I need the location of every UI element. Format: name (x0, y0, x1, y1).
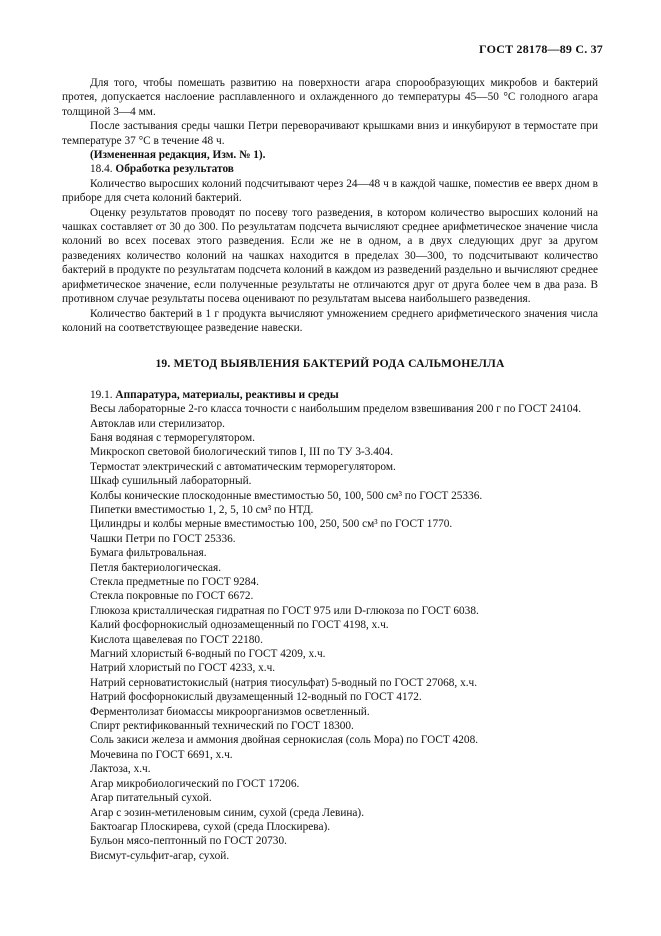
list-item: Стекла покровные по ГОСТ 6672. (90, 590, 254, 603)
list-item: Ферментолизат биомассы микроорганизмов осветленный. (90, 705, 370, 718)
list-item: Натрий серноватистокислый (натрия тиосульфат) 5-водный по ГОСТ 27068, х.ч. (90, 676, 478, 689)
list-item: Бульон мясо-пептонный по ГОСТ 20730. (90, 835, 287, 848)
list-item: Висмут-сульфит-агар, сухой. (90, 849, 230, 862)
list-item: Агар микробиологический по ГОСТ 17206. (90, 777, 300, 790)
subsection-heading-18-4 (62, 162, 598, 176)
list-item: Автоклав или стерилизатор. (90, 417, 225, 430)
list-item: Натрий хлористый по ГОСТ 4233, х.ч. (90, 662, 276, 675)
list-item: Стекла предметные по ГОСТ 9284. (90, 576, 259, 588)
page-content (62, 76, 598, 863)
list-item: Весы лабораторные 2-го класса точности с наибольшим пределом взвешивания 200 г по ГОСТ 24104. (90, 403, 582, 416)
edition-note: (Измененная редакция, Изм. № 1). (90, 149, 266, 162)
paragraph: После застывания среды чашки Петри переворачивают крышками вниз и инкубируют в термостате при температуре 37 °С в течение 48 ч. (62, 120, 598, 147)
subsection-number: 19.1. (90, 388, 113, 401)
list-item: Спирт ректификованный технический по ГОСТ 18300. (90, 720, 354, 733)
list-item: Кислота щавелевая по ГОСТ 22180. (90, 633, 263, 646)
paragraph: Для того, чтобы помешать развитию на поверхности агара спорообразующих микробов и бактерий протея, допускается наслоение расплавленного и охлажденного до температуры 45—50 °С голодного агара толщиной 3—4 мм. (62, 77, 598, 118)
list-item: Микроскоп световой биологический типов I, III по ТУ 3-3.404. (90, 446, 394, 459)
list-item: Петля бактериологическая. (90, 561, 222, 574)
subsection-heading-19-1 (62, 388, 598, 402)
list-item: Баня водяная с терморегулятором. (90, 431, 256, 444)
list-item: Пипетки вместимостью 1, 2, 5, 10 см³ по НТД. (90, 503, 314, 516)
list-item: Колбы конические плоскодонные вместимостью 50, 100, 500 см³ по ГОСТ 25336. (90, 489, 483, 502)
list-item: Шкаф сушильный лабораторный. (90, 475, 252, 488)
list-item: Цилиндры и колбы мерные вместимостью 100, 250, 500 см³ по ГОСТ 1770. (90, 518, 453, 531)
list-item: Мочевина по ГОСТ 6691, х.ч. (90, 748, 233, 761)
list-item: Агар питательный сухой. (90, 792, 212, 805)
list-item: Глюкоза кристаллическая гидратная по ГОСТ 975 или D-глюкоза по ГОСТ 6038. (90, 604, 479, 617)
list-item: Калий фосфорнокислый однозамещенный по ГОСТ 4198, х.ч. (90, 619, 389, 632)
equipment-list (62, 402, 598, 863)
subsection-number: 18.4. (90, 163, 113, 176)
subsection-title: Аппаратура, материалы, реактивы и среды (115, 388, 339, 401)
list-item: Бактоагар Плоскирева, сухой (среда Плоскирева). (90, 820, 331, 833)
list-item: Соль закиси железа и аммония двойная сернокислая (соль Мора) по ГОСТ 4208. (90, 734, 479, 747)
paragraph: Количество выросших колоний подсчитывают через 24—48 ч в каждой чашке, поместив ее вверх дном в приборе для счета колоний бактерий. (62, 177, 598, 205)
section-title: 19. МЕТОД ВЫЯВЛЕНИЯ БАКТЕРИЙ РОДА САЛЬМОНЕЛЛА (155, 357, 505, 371)
list-item: Термостат электрический с автоматическим терморегулятором. (90, 460, 396, 473)
subsection-title: Обработка результатов (115, 163, 234, 176)
paragraph: Оценку результатов проводят по посеву того разведения, в котором количество выросших колоний на чашках составляет от 30 до 300. По результатам подсчета вычисляют среднее арифметическое значение числа колоний во всех посевах этого разведения. Если же не в одном, а в двух следующих друг за другом разведениях количество колоний на чашках находится в пределах 30—300, то подсчитывают количество бактерий в продукте по результатам подсчета колоний в каждом из разведений раздельно и вычисляют среднее арифметическое значение, если полученные результаты не отличаются друг от друга более чем в два раза. В противном случае результаты посева оценивают по результатам высева наибольшего разведения. (62, 206, 598, 306)
list-item: Лактоза, х.ч. (90, 763, 151, 776)
list-item: Чашки Петри по ГОСТ 25336. (90, 532, 236, 545)
page-header: ГОСТ 28178—89 С. 37 (479, 42, 603, 56)
list-item: Агар с эозин-метиленовым синим, сухой (среда Левина). (90, 806, 365, 819)
paragraph: Количество бактерий в 1 г продукта вычисляют умножением среднего арифметического значения числа колоний на соответствующее разведение навески. (62, 307, 598, 334)
list-item: Натрий фосфорнокислый двузамещенный 12-водный по ГОСТ 4172. (90, 691, 422, 704)
list-item: Бумага фильтровальная. (90, 547, 207, 560)
list-item: Магний хлористый 6-водный по ГОСТ 4209, х.ч. (90, 648, 326, 661)
